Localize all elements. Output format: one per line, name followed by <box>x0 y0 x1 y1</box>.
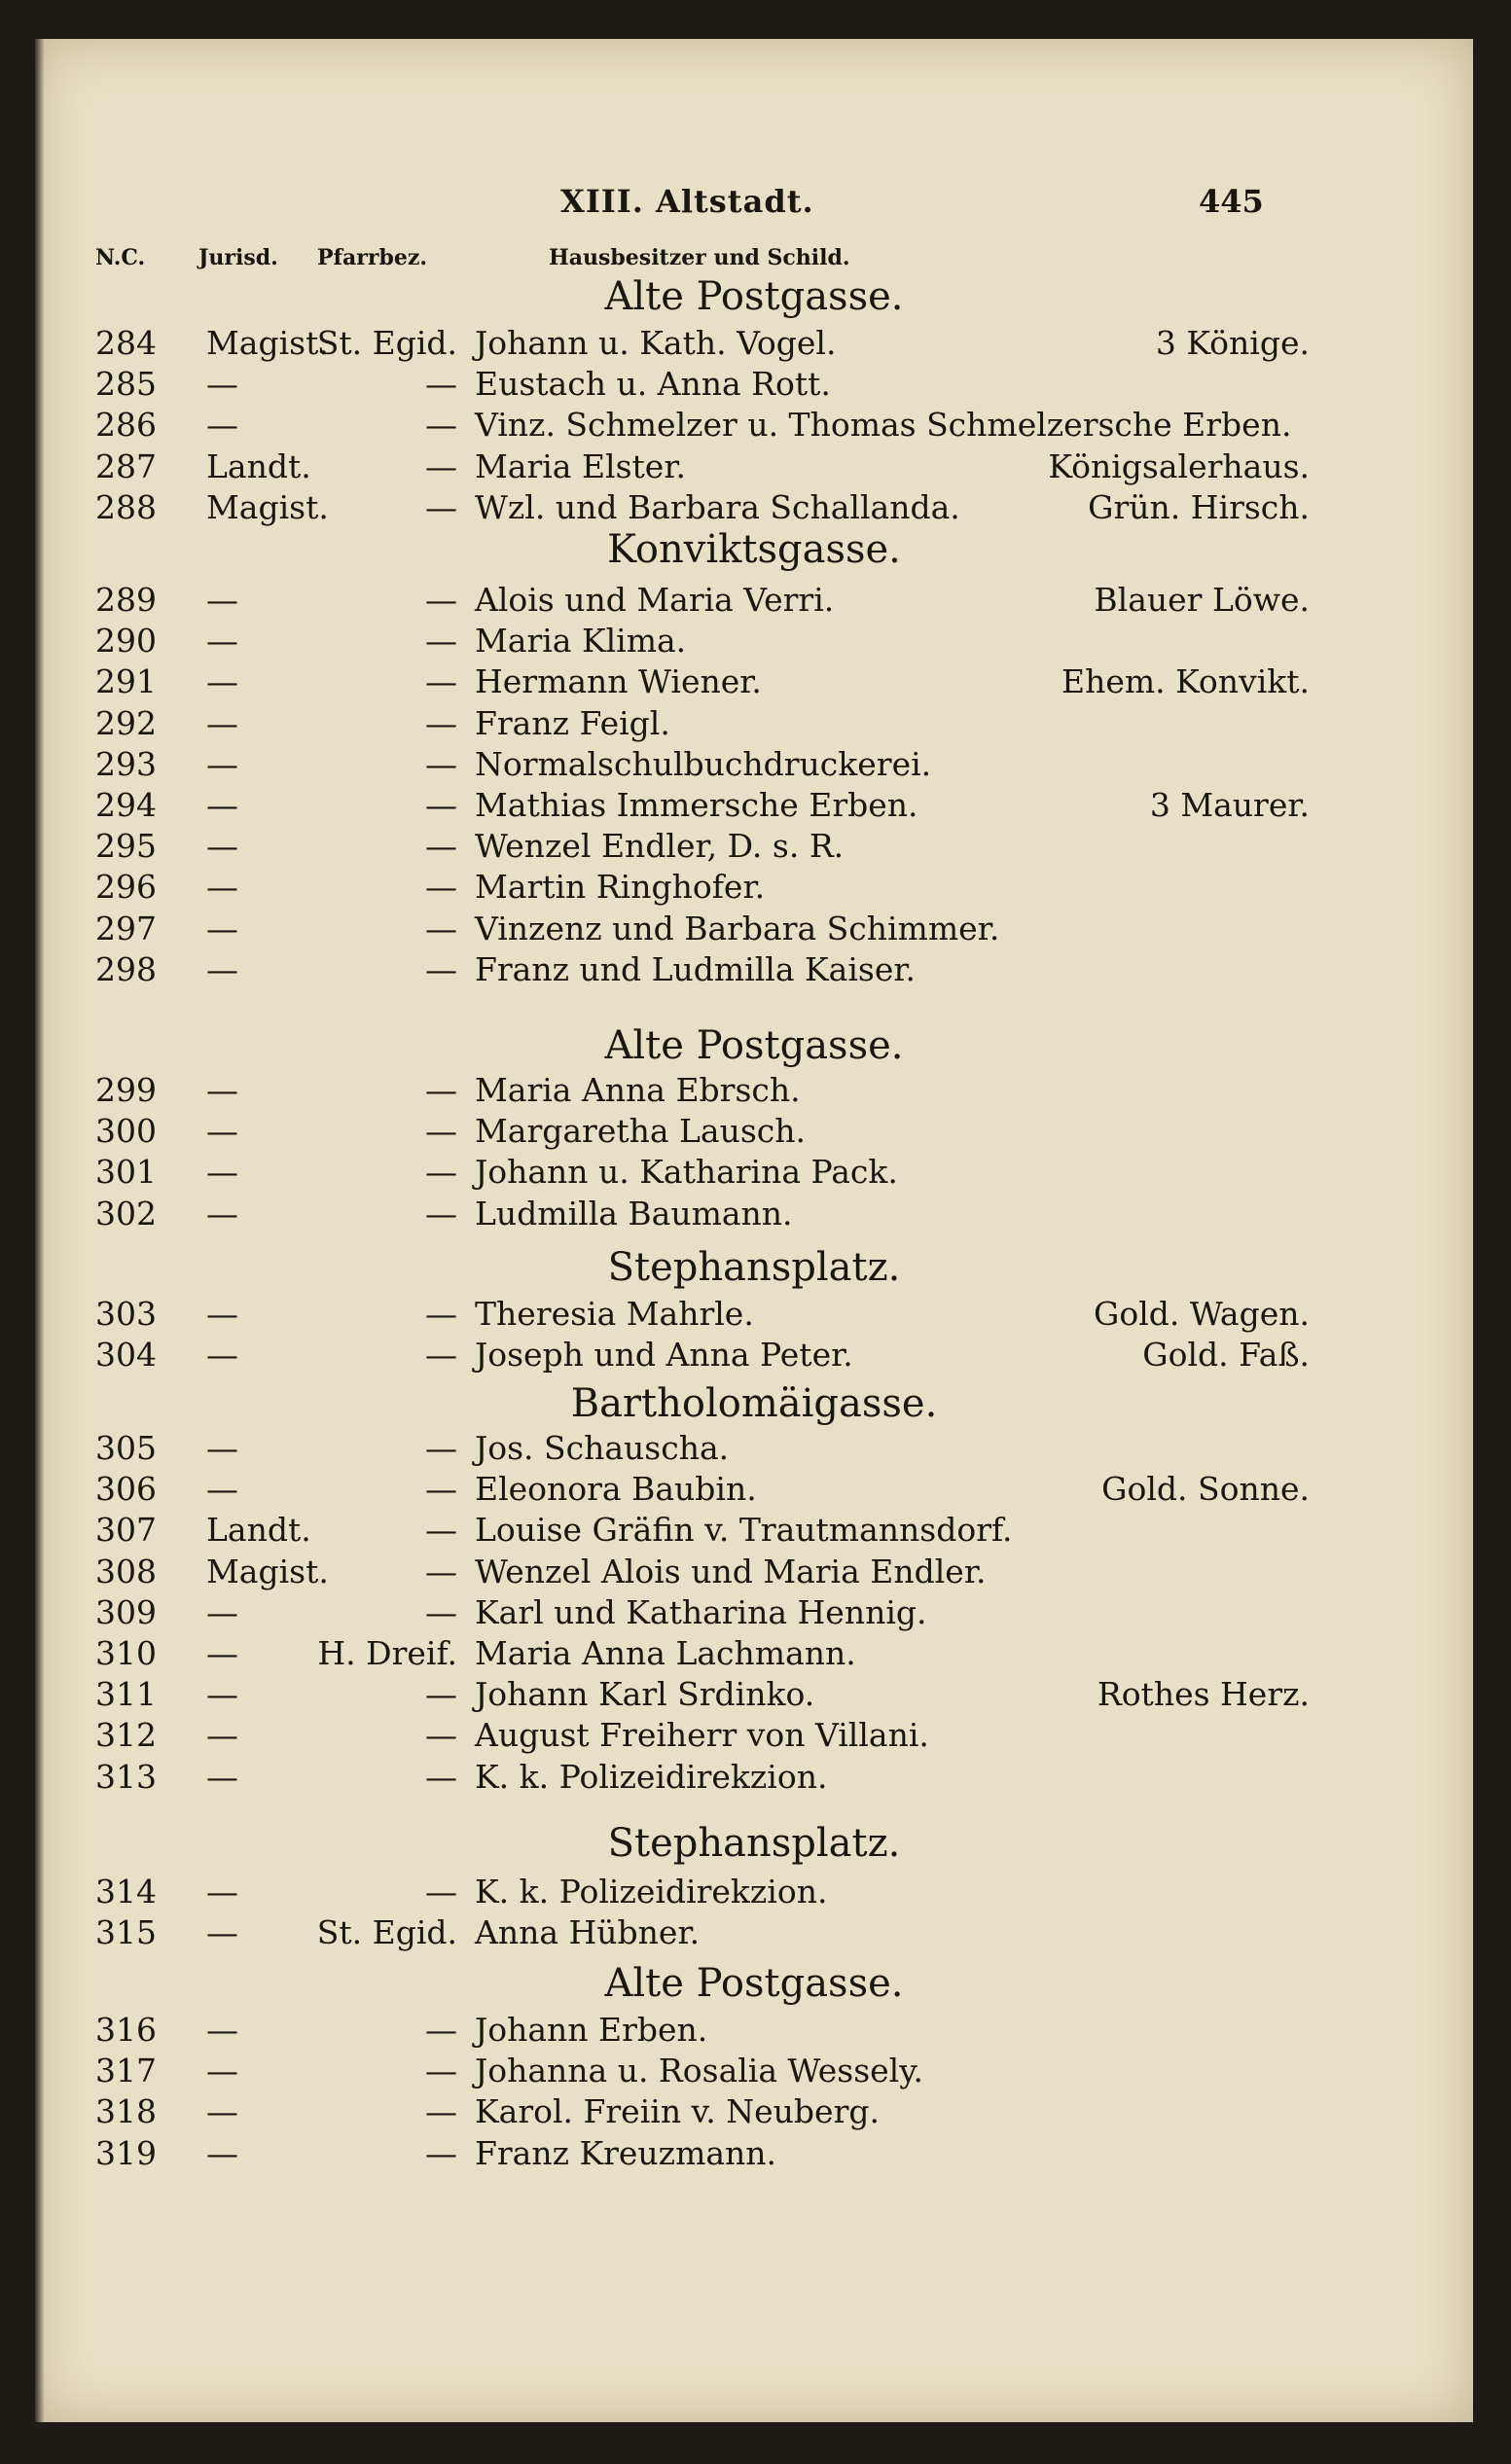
jurisdiction: — <box>206 2092 238 2131</box>
jurisdiction: — <box>206 2052 238 2090</box>
street-heading: Konviktsgasse. <box>607 527 901 572</box>
house-row <box>35 785 1473 826</box>
parish: St. Egid. <box>316 324 457 362</box>
parish: — <box>425 2092 457 2131</box>
jurisdiction: — <box>206 365 238 404</box>
owner-name: Maria Elster. <box>475 446 686 485</box>
house-sign: Gold. Wagen. <box>1093 1295 1310 1333</box>
col-head-parish: Pfarrbez. <box>317 245 427 270</box>
house-row <box>35 580 1473 621</box>
parish: — <box>425 1511 457 1550</box>
parish: — <box>425 1675 457 1714</box>
jurisdiction: — <box>206 1470 238 1509</box>
house-row <box>35 909 1473 949</box>
house-sign: Gold. Sonne. <box>1101 1470 1310 1509</box>
house-number: 287 <box>95 446 157 485</box>
house-number: 319 <box>95 2133 157 2172</box>
parish: — <box>425 1295 457 1333</box>
house-row <box>35 867 1473 908</box>
jurisdiction: — <box>206 1716 238 1755</box>
house-number: 296 <box>95 868 157 907</box>
house-number: 290 <box>95 622 157 661</box>
page-number: 445 <box>1199 183 1264 220</box>
jurisdiction: — <box>206 1336 238 1375</box>
house-row <box>35 487 1473 528</box>
house-number: 291 <box>95 662 157 701</box>
col-head-jurisd: Jurisd. <box>198 245 278 270</box>
house-row <box>35 2133 1473 2174</box>
owner-name: K. k. Polizeidirekzion. <box>475 1757 828 1796</box>
owner-name: Eustach u. Anna Rott. <box>475 365 831 404</box>
house-row <box>35 2010 1473 2051</box>
parish: — <box>425 581 457 619</box>
house-number: 303 <box>95 1295 157 1333</box>
house-row <box>35 1152 1473 1193</box>
jurisdiction: — <box>206 2011 238 2049</box>
jurisdiction: Magist. <box>206 324 329 362</box>
parish: — <box>425 949 457 988</box>
house-row <box>35 661 1473 702</box>
jurisdiction: — <box>206 909 238 947</box>
owner-name: Wzl. und Barbara Schallanda. <box>475 487 960 526</box>
house-row <box>35 1715 1473 1756</box>
house-row <box>35 364 1473 405</box>
house-number: 297 <box>95 909 157 947</box>
jurisdiction: — <box>206 744 238 783</box>
parish: — <box>425 868 457 907</box>
parish: — <box>425 2133 457 2172</box>
house-row <box>35 1674 1473 1715</box>
house-row <box>35 826 1473 867</box>
parish: — <box>425 1592 457 1631</box>
owner-name: Maria Klima. <box>475 622 687 661</box>
owner-name: Johann Karl Srdinko. <box>475 1675 815 1714</box>
house-row <box>35 1592 1473 1633</box>
col-head-owner: Hausbesitzer und Schild. <box>549 245 850 270</box>
house-row <box>35 405 1473 446</box>
house-row <box>35 1335 1473 1375</box>
book-page <box>35 39 1473 2422</box>
house-number: 307 <box>95 1511 157 1550</box>
parish: — <box>425 446 457 485</box>
parish: — <box>425 1757 457 1796</box>
house-sign: Blauer Löwe. <box>1094 581 1310 619</box>
col-head-nc: N.C. <box>95 245 146 270</box>
house-number: 315 <box>95 1913 157 1952</box>
parish: — <box>425 2052 457 2090</box>
owner-name: Louise Gräfin v. Trautmannsdorf. <box>475 1511 1013 1550</box>
house-number: 286 <box>95 406 157 445</box>
jurisdiction: — <box>206 1634 238 1672</box>
parish: — <box>425 909 457 947</box>
house-row <box>35 1469 1473 1510</box>
parish: — <box>425 786 457 824</box>
street-heading: Alte Postgasse. <box>604 1961 904 2006</box>
house-number: 292 <box>95 703 157 742</box>
owner-name: Karl und Katharina Hennig. <box>475 1592 927 1631</box>
owner-name: Hermann Wiener. <box>475 662 762 701</box>
parish: — <box>425 1194 457 1232</box>
parish: — <box>425 827 457 866</box>
house-row <box>35 2091 1473 2132</box>
parish: — <box>425 662 457 701</box>
house-row <box>35 446 1473 487</box>
house-row <box>35 1757 1473 1798</box>
column-headers <box>35 245 1473 274</box>
house-sign: 3 Maurer. <box>1149 786 1310 824</box>
street-heading: Stephansplatz. <box>607 1821 901 1866</box>
owner-name: Anna Hübner. <box>475 1913 701 1952</box>
owner-name: Johanna u. Rosalia Wessely. <box>475 2052 923 2090</box>
parish: — <box>425 1470 457 1509</box>
house-sign: Ehem. Konvikt. <box>1061 662 1310 701</box>
street-heading: Alte Postgasse. <box>604 1023 904 1068</box>
owner-name: Maria Anna Ebrsch. <box>475 1071 801 1109</box>
house-row <box>35 2051 1473 2091</box>
street-heading: Bartholomäigasse. <box>570 1381 938 1426</box>
jurisdiction: — <box>206 827 238 866</box>
house-number: 311 <box>95 1675 157 1714</box>
house-row <box>35 1552 1473 1592</box>
house-number: 301 <box>95 1153 157 1192</box>
house-number: 302 <box>95 1194 157 1232</box>
owner-name: Margaretha Lausch. <box>475 1112 807 1151</box>
page-gutter-shadow <box>35 39 45 2422</box>
house-sign: Königsalerhaus. <box>1048 446 1310 485</box>
house-number: 304 <box>95 1336 157 1375</box>
parish: — <box>425 744 457 783</box>
house-row <box>35 1428 1473 1469</box>
house-number: 300 <box>95 1112 157 1151</box>
owner-name: Franz und Ludmilla Kaiser. <box>475 949 916 988</box>
house-row <box>35 1194 1473 1234</box>
owner-name: K. k. Polizeidirekzion. <box>475 1873 828 1910</box>
owner-name: Alois und Maria Verri. <box>475 581 835 619</box>
jurisdiction: — <box>206 1112 238 1151</box>
house-row <box>35 949 1473 990</box>
house-row <box>35 1294 1473 1335</box>
house-number: 317 <box>95 2052 157 2090</box>
jurisdiction: Magist. <box>206 1552 329 1590</box>
house-row <box>35 744 1473 785</box>
owner-name: Johann u. Kath. Vogel. <box>475 324 837 362</box>
owner-name: Joseph und Anna Peter. <box>475 1336 853 1375</box>
jurisdiction: — <box>206 1757 238 1796</box>
street-heading: Stephansplatz. <box>607 1245 901 1290</box>
jurisdiction: — <box>206 581 238 619</box>
house-number: 295 <box>95 827 157 866</box>
house-number: 318 <box>95 2092 157 2131</box>
house-number: 298 <box>95 949 157 988</box>
jurisdiction: — <box>206 662 238 701</box>
jurisdiction: — <box>206 1071 238 1109</box>
parish: — <box>425 2011 457 2049</box>
owner-name: Johann u. Katharina Pack. <box>475 1153 898 1192</box>
parish: — <box>425 1716 457 1755</box>
house-row <box>35 1912 1473 1953</box>
house-number: 310 <box>95 1634 157 1672</box>
jurisdiction: — <box>206 868 238 907</box>
owner-name: Theresia Mahrle. <box>475 1295 754 1333</box>
jurisdiction: — <box>206 1873 238 1910</box>
house-number: 289 <box>95 581 157 619</box>
house-number: 308 <box>95 1552 157 1590</box>
page-header <box>35 183 1473 222</box>
jurisdiction: — <box>206 1295 238 1333</box>
house-number: 314 <box>95 1873 157 1910</box>
jurisdiction: — <box>206 2133 238 2172</box>
house-number: 294 <box>95 786 157 824</box>
owner-name: Wenzel Endler, D. s. R. <box>475 827 845 866</box>
house-row <box>35 1070 1473 1111</box>
house-sign: Gold. Faß. <box>1142 1336 1310 1375</box>
jurisdiction: Landt. <box>206 446 311 485</box>
owner-name: Karol. Freiin v. Neuberg. <box>475 2092 880 2131</box>
parish: — <box>425 1071 457 1109</box>
parish: — <box>425 406 457 445</box>
owner-name: Eleonora Baubin. <box>475 1470 757 1509</box>
house-number: 316 <box>95 2011 157 2049</box>
jurisdiction: — <box>206 1592 238 1631</box>
owner-name: Martin Ringhofer. <box>475 868 766 907</box>
owner-name: Ludmilla Baumann. <box>475 1194 793 1232</box>
parish: — <box>425 1153 457 1192</box>
owner-name: Johann Erben. <box>475 2011 708 2049</box>
owner-name: Franz Kreuzmann. <box>475 2133 777 2172</box>
house-number: 305 <box>95 1429 157 1467</box>
house-row <box>35 323 1473 364</box>
house-row <box>35 1872 1473 1912</box>
house-number: 309 <box>95 1592 157 1631</box>
jurisdiction: — <box>206 622 238 661</box>
jurisdiction: — <box>206 1913 238 1952</box>
parish: — <box>425 1336 457 1375</box>
house-number: 285 <box>95 365 157 404</box>
house-row <box>35 1111 1473 1152</box>
owner-name: Wenzel Alois und Maria Endler. <box>475 1552 987 1590</box>
jurisdiction: Landt. <box>206 1511 311 1550</box>
jurisdiction: — <box>206 1194 238 1232</box>
owner-name: Franz Feigl. <box>475 703 670 742</box>
house-row <box>35 1633 1473 1674</box>
house-sign: Rothes Herz. <box>1097 1675 1310 1714</box>
jurisdiction: — <box>206 1153 238 1192</box>
house-number: 288 <box>95 487 157 526</box>
running-title: XIII. Altstadt. <box>560 183 814 220</box>
house-row <box>35 621 1473 661</box>
jurisdiction: — <box>206 1675 238 1714</box>
owner-name: August Freiherr von Villani. <box>475 1716 929 1755</box>
jurisdiction: — <box>206 703 238 742</box>
jurisdiction: — <box>206 1429 238 1467</box>
owner-name: Jos. Schauscha. <box>475 1429 730 1467</box>
owner-name: Maria Anna Lachmann. <box>475 1634 856 1672</box>
jurisdiction: Magist. <box>206 487 329 526</box>
street-heading: Alte Postgasse. <box>604 274 904 319</box>
parish: — <box>425 703 457 742</box>
house-row <box>35 1510 1473 1551</box>
house-row <box>35 703 1473 744</box>
parish: St. Egid. <box>316 1913 457 1952</box>
owner-name: Vinz. Schmelzer u. Thomas Schmelzersche Erben. <box>475 406 1292 445</box>
parish: — <box>425 365 457 404</box>
parish: — <box>425 1429 457 1467</box>
house-sign: 3 Könige. <box>1155 324 1310 362</box>
parish: — <box>425 1112 457 1151</box>
house-number: 293 <box>95 744 157 783</box>
jurisdiction: — <box>206 406 238 445</box>
parish: — <box>425 1873 457 1910</box>
house-number: 299 <box>95 1071 157 1109</box>
owner-name: Mathias Immersche Erben. <box>475 786 918 824</box>
parish: H. Dreif. <box>317 1634 457 1672</box>
parish: — <box>425 487 457 526</box>
house-sign: Grün. Hirsch. <box>1088 487 1310 526</box>
house-number: 284 <box>95 324 157 362</box>
owner-name: Normalschulbuchdruckerei. <box>475 744 932 783</box>
parish: — <box>425 1552 457 1590</box>
jurisdiction: — <box>206 786 238 824</box>
parish: — <box>425 622 457 661</box>
house-number: 312 <box>95 1716 157 1755</box>
jurisdiction: — <box>206 949 238 988</box>
owner-name: Vinzenz und Barbara Schimmer. <box>475 909 1000 947</box>
house-number: 313 <box>95 1757 157 1796</box>
house-number: 306 <box>95 1470 157 1509</box>
